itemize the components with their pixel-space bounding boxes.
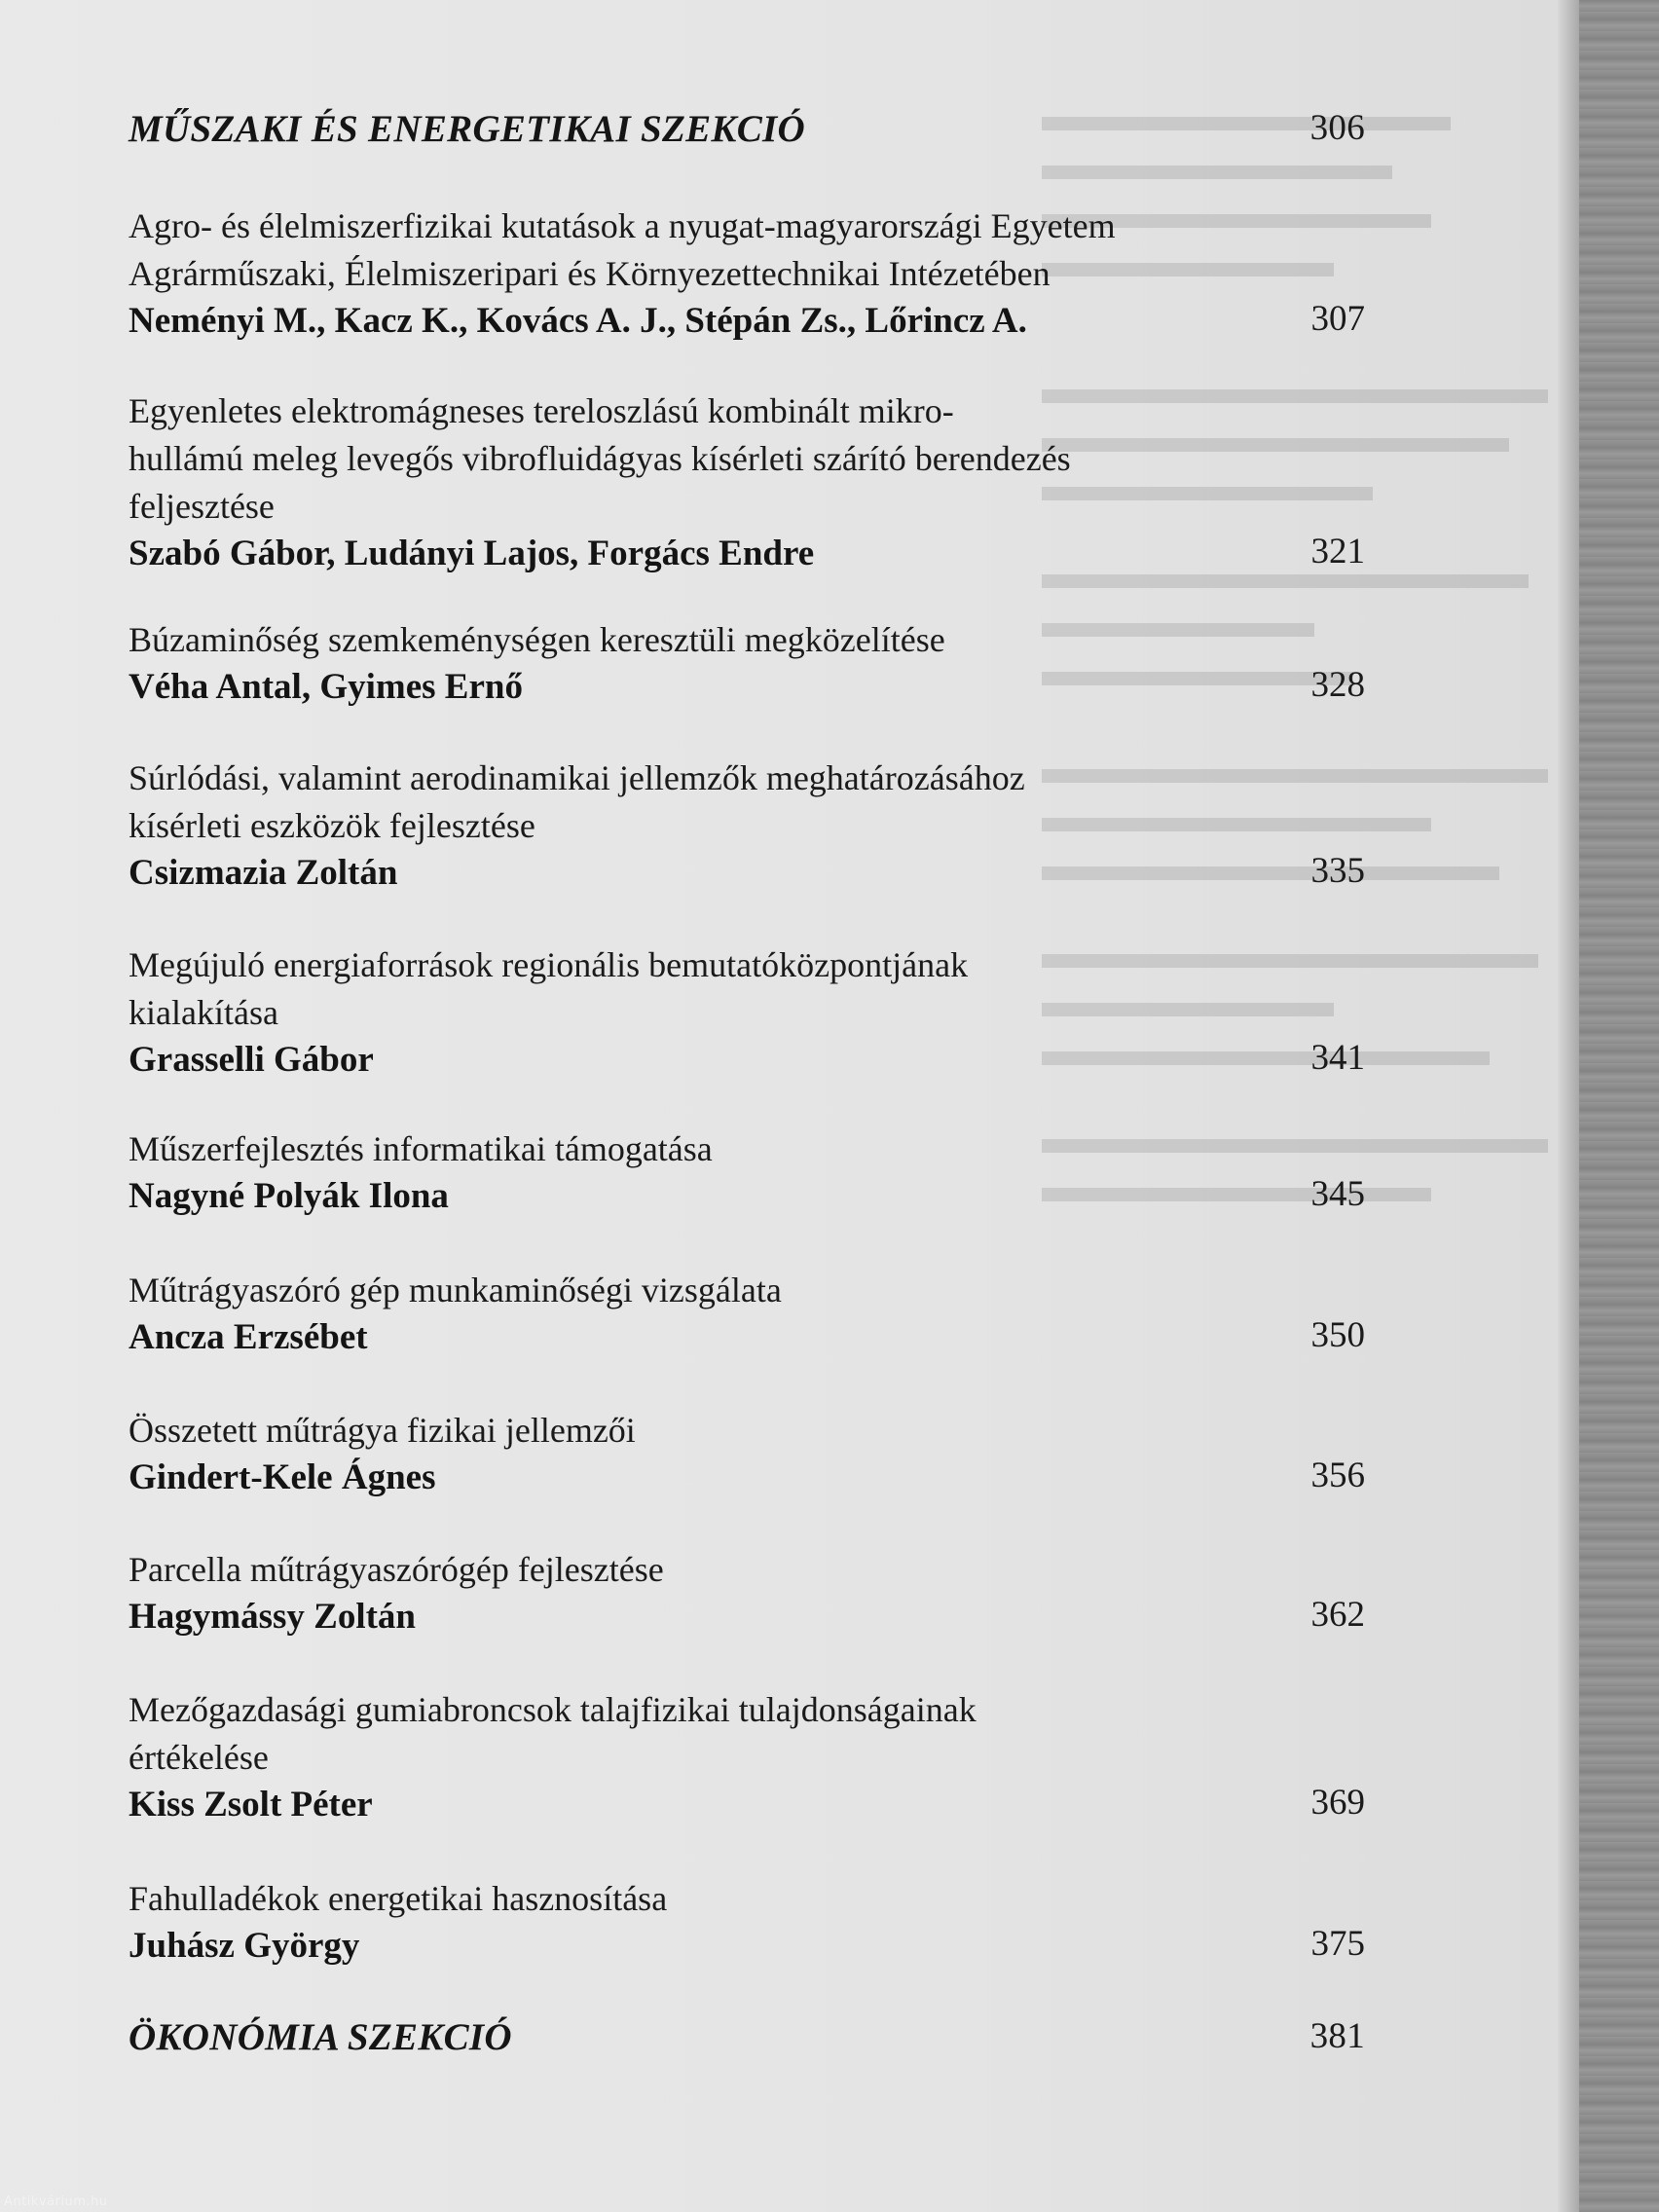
entry-authors: Gindert-Kele Ágnes: [129, 1457, 436, 1497]
section-page-number: 306: [1309, 108, 1365, 148]
toc-entry: [129, 387, 1365, 577]
toc-entry: [129, 1686, 1365, 1828]
entry-title-line: Megújuló energiaforrások regionális bemutatóközpontjának: [129, 945, 969, 984]
book-page-edges: [1579, 0, 1659, 2212]
section-title: MŰSZAKI ÉS ENERGETIKAI SZEKCIÓ: [129, 108, 805, 150]
entry-title-line: Agrárműszaki, Élelmiszeripari és Környezettechnikai Intézetében: [129, 254, 1051, 293]
entry-authors: Juhász György: [129, 1926, 360, 1966]
toc-entry: [129, 755, 1365, 897]
entry-page-number: 341: [1310, 1038, 1365, 1078]
entry-title-line: Agro- és élelmiszerfizikai kutatások a nyugat-magyarországi Egyetem: [129, 206, 1116, 245]
entry-page-number: 345: [1310, 1174, 1365, 1214]
entry-title-line: Műszerfejlesztés informatikai támogatása: [129, 1129, 713, 1168]
entry-title-line: Összetett műtrágya fizikai jellemzői: [129, 1411, 636, 1450]
toc-entry: [129, 1125, 1365, 1220]
entry-title-line: kialakítása: [129, 993, 278, 1032]
entry-authors: Nagyné Polyák Ilona: [129, 1176, 449, 1216]
entry-title-line: Parcella műtrágyaszórógép fejlesztése: [129, 1550, 664, 1589]
toc-entry: [129, 203, 1365, 345]
section-heading-muszaki: [129, 107, 1365, 151]
entry-page-number: 369: [1310, 1783, 1365, 1823]
entry-page-number: 375: [1310, 1924, 1365, 1964]
entry-page-number: 362: [1310, 1595, 1365, 1635]
entry-title-line: Egyenletes elektromágneses tereloszlású kombinált mikro-: [129, 391, 954, 430]
toc-entry: [129, 941, 1365, 1084]
entry-authors: Hagymássy Zoltán: [129, 1597, 417, 1637]
toc-entry: [129, 1267, 1365, 1361]
page-edge-shadow: [1558, 0, 1579, 2212]
entry-title-line: értékelése: [129, 1738, 269, 1777]
entry-authors: Grasselli Gábor: [129, 1040, 374, 1080]
section-heading-okonomia: [129, 2015, 1365, 2059]
toc-entry: [129, 1875, 1365, 1970]
entry-page-number: 321: [1310, 532, 1365, 571]
entry-title-line: Fahulladékok energetikai hasznosítása: [129, 1879, 668, 1918]
section-page-number: 381: [1309, 2016, 1365, 2056]
section-title: ÖKONÓMIA SZEKCIÓ: [129, 2016, 512, 2058]
entry-page-number: 328: [1310, 665, 1365, 705]
entry-authors: Szabó Gábor, Ludányi Lajos, Forgács Endre: [129, 534, 815, 573]
entry-page-number: 356: [1310, 1456, 1365, 1495]
entry-authors: Ancza Erzsébet: [129, 1317, 368, 1357]
entry-title-line: hullámú meleg levegős vibrofluidágyas kísérleti szárító berendezés: [129, 439, 1071, 478]
toc-entry: [129, 1407, 1365, 1501]
entry-title-line: kísérleti eszközök fejlesztése: [129, 806, 535, 845]
entry-title-line: Műtrágyaszóró gép munkaminőségi vizsgálata: [129, 1271, 782, 1309]
entry-title-line: Mezőgazdasági gumiabroncsok talajfizikai tulajdonságainak: [129, 1690, 977, 1729]
entry-authors: Csizmazia Zoltán: [129, 853, 398, 893]
entry-page-number: 335: [1310, 851, 1365, 891]
entry-authors: Kiss Zsolt Péter: [129, 1785, 373, 1825]
entry-title-line: feljesztése: [129, 487, 275, 526]
watermark: Antikvárium.hu: [4, 2194, 108, 2209]
entry-page-number: 350: [1310, 1315, 1365, 1355]
toc-entry: [129, 616, 1365, 711]
entry-authors: Véha Antal, Gyimes Ernő: [129, 667, 523, 707]
entry-page-number: 307: [1310, 299, 1365, 339]
entry-title-line: Búzaminőség szemkeménységen keresztüli megközelítése: [129, 620, 945, 659]
toc-entry: [129, 1546, 1365, 1641]
entry-title-line: Súrlódási, valamint aerodinamikai jellemzők meghatározásához: [129, 758, 1025, 797]
entry-authors: Neményi M., Kacz K., Kovács A. J., Stépán Zs., Lőrincz A.: [129, 301, 1027, 341]
